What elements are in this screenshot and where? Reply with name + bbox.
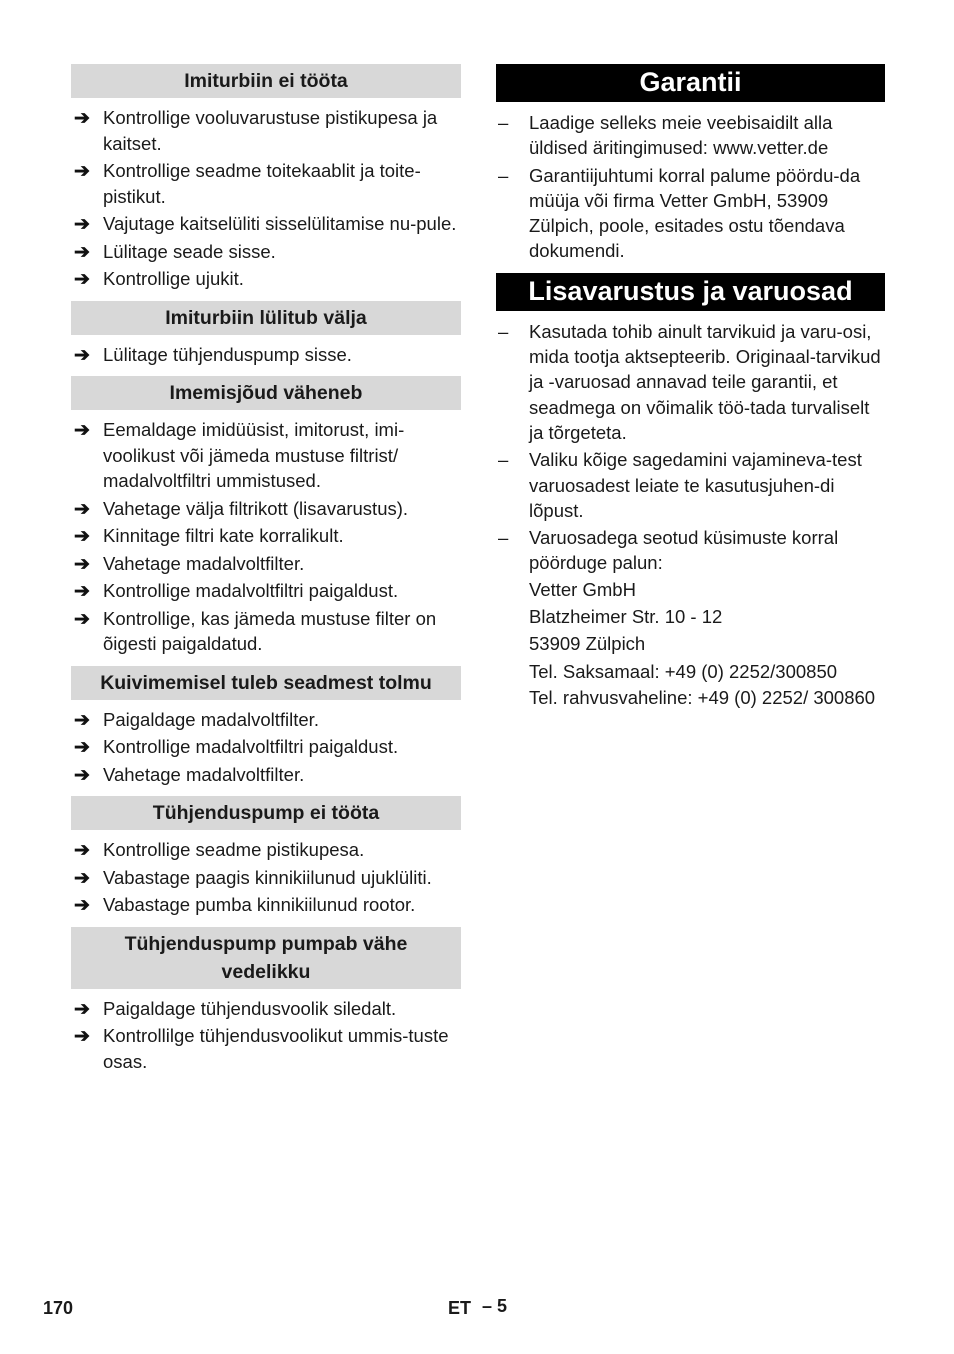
list-item: ➔ Vajutage kaitselüliti sisselülitamise nu-pule.: [71, 211, 461, 237]
arrow-right-icon: ➔: [74, 737, 90, 758]
contact-address: [529, 576, 885, 710]
arrow-right-icon: ➔: [74, 709, 90, 731]
list-item: – Valiku kõige sagedamini vajamineva-test varuosadest leiate te kasutusjuhen-di lõpust.: [498, 449, 862, 521]
list-item: ➔ Kontrollige vooluvarustuse pistikupesa ja kaitset.: [74, 107, 438, 154]
address-line: Tel. rahvusvaheline: +49 (0) 2252/ 300860: [529, 686, 876, 708]
arrow-right-icon: ➔: [74, 344, 90, 366]
section-heading: Tühjenduspump ei tööta: [71, 796, 461, 830]
section-title: Lisavarustus ja varuosad: [496, 273, 885, 311]
list-item: ➔ Vabastage pumba kinnikiilunud rootor.: [71, 892, 461, 918]
language-code: ET: [448, 1298, 472, 1318]
list-item: ➔ Vahetage madalvoltfilter.: [71, 762, 461, 788]
instruction-list: [71, 342, 461, 368]
dash-bullet: –: [498, 449, 509, 471]
address-line: Vetter GmbH: [529, 578, 636, 600]
list-item: – Varuosadega seotud küsimuste korral pöörduge palun: Vetter GmbH Blatzheimer Str. 10 - 12 53909 Zülpich Tel. Saksamaal: +49 (0) 2252/300850 Tel. rahvusvaheline: +49 (0) 2252/ 300860: [496, 525, 885, 710]
arrow-right-icon: ➔: [74, 526, 90, 547]
list-item: ➔ Kontrollilge tühjendusvoolikut ummis-tuste osas.: [74, 1025, 449, 1072]
list-item: ➔ Lülitage seade sisse.: [71, 239, 461, 265]
list-item: ➔ Kontrollige ujukit.: [71, 266, 461, 292]
address-line: Tel. Saksamaal: +49 (0) 2252/300850: [529, 660, 838, 682]
dash-bullet: –: [498, 320, 509, 342]
instruction-list: [71, 996, 461, 1075]
list-item: ➔ Kontrollige madalvoltfiltri paigaldust.: [71, 578, 461, 604]
list-item: ➔ Kontrollige seadme pistikupesa.: [71, 837, 461, 863]
arrow-right-icon: ➔: [74, 108, 90, 129]
instruction-list: [71, 707, 461, 788]
arrow-right-icon: ➔: [74, 498, 90, 520]
arrow-right-icon: ➔: [74, 241, 90, 263]
dash-list: [496, 110, 885, 264]
list-item: – Laadige selleks meie veebisaidilt alla üldised äritingimused: www.vetter.de: [498, 112, 833, 159]
arrow-right-icon: ➔: [74, 214, 90, 235]
instruction-list: [71, 105, 461, 292]
dash-bullet: –: [498, 527, 509, 549]
dash-bullet: –: [498, 112, 509, 133]
dash-bullet: –: [498, 164, 509, 186]
arrow-right-icon: ➔: [74, 161, 90, 182]
arrow-right-icon: ➔: [74, 1026, 90, 1047]
list-item: ➔ Kontrollige seadme toitekaablit ja toite-pistikut.: [74, 160, 421, 207]
list-item: ➔ Vahetage madalvoltfilter.: [71, 551, 461, 577]
section-heading: Kuivimemisel tuleb seadmest tolmu: [71, 666, 461, 700]
address-line: Blatzheimer Str. 10 - 12: [529, 606, 723, 628]
page-number: 170: [43, 1298, 74, 1318]
list-item: ➔ Paigaldage tühjendusvoolik siledalt.: [71, 996, 461, 1022]
list-item: ➔ Kinnitage filtri kate korralikult.: [71, 523, 461, 549]
section-page-number: – 5: [482, 1296, 508, 1316]
arrow-right-icon: ➔: [74, 581, 90, 602]
list-item: – Kasutada tohib ainult tarvikuid ja varu-osi, mida tootja aktsepteerib. Originaal-tarvikud ja -varuosad annavad teile garantii, et seadmega on võimalik töö-tada turvaliselt ja tõrgeteta.: [498, 320, 881, 443]
arrow-right-icon: ➔: [74, 608, 90, 630]
arrow-right-icon: ➔: [74, 895, 90, 916]
arrow-right-icon: ➔: [74, 840, 90, 861]
arrow-right-icon: ➔: [74, 764, 90, 786]
dash-list: [496, 319, 885, 710]
section-title: Garantii: [496, 64, 885, 102]
arrow-right-icon: ➔: [74, 867, 90, 889]
arrow-right-icon: ➔: [74, 998, 90, 1020]
section-heading: Imemisjõud väheneb: [71, 376, 461, 410]
arrow-right-icon: ➔: [74, 269, 90, 290]
left-column: [71, 64, 461, 1083]
right-column: [496, 64, 885, 719]
list-item: ➔ Kontrollige madalvoltfiltri paigaldust.: [71, 734, 461, 760]
instruction-list: [71, 837, 461, 918]
list-item: ➔ Eemaldage imidüüsist, imitorust, imi-voolikust või jämeda mustuse filtrist/ madalvoltfiltri ummistused.: [74, 419, 405, 491]
instruction-list: [71, 417, 461, 657]
list-item: – Garantiijuhtumi korral palume pöördu-da müüja või firma Vetter GmbH, 53909 Zülpich, poole, esitades ostu tõendava dokumendi.: [498, 164, 861, 262]
list-item: ➔ Lülitage tühjenduspump sisse.: [71, 342, 461, 368]
arrow-right-icon: ➔: [74, 420, 90, 441]
section-heading: Imiturbiin lülitub välja: [71, 301, 461, 335]
list-item: ➔ Kontrollige, kas jämeda mustuse filter on õigesti paigaldatud.: [74, 607, 437, 654]
address-line: 53909 Zülpich: [529, 633, 646, 655]
list-item: ➔ Vabastage paagis kinnikiilunud ujuklüliti.: [71, 865, 461, 891]
section-heading: Tühjenduspump pumpab vähe vedelikku: [71, 927, 461, 989]
section-heading: Imiturbiin ei tööta: [71, 64, 461, 98]
arrow-right-icon: ➔: [74, 553, 90, 575]
list-item: ➔ Vahetage välja filtrikott (lisavarustus).: [71, 496, 461, 522]
list-item: ➔ Paigaldage madalvoltfilter.: [71, 707, 461, 733]
